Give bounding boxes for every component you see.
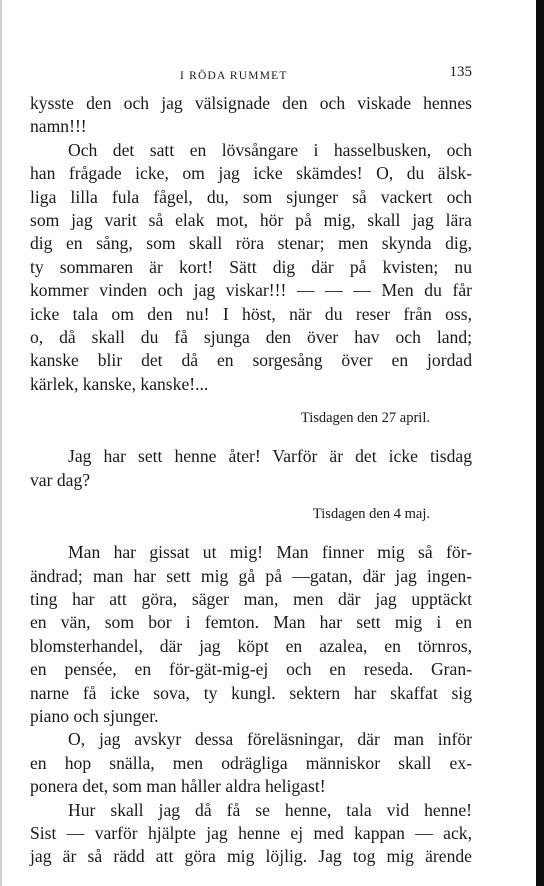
text-line: piano och sjunger. xyxy=(30,705,159,726)
text-line: ändrad; man har sett mig gå på —gatan, där jag ingen- xyxy=(30,565,472,586)
text-line: jag är så rädd att göra mig löjlig. Jag tog mig ärende xyxy=(30,846,472,867)
text-line: Hur skall jag då få se henne, tala vid henne! xyxy=(68,799,472,820)
page-header xyxy=(30,62,472,92)
text-line: en vän, som bor i femton. Man har sett mig i en xyxy=(30,612,472,633)
text-line: ting har att göra, säger man, men där jag upptäckt xyxy=(30,588,472,609)
text-line: o, då skall du få sjunga den över hav och land; xyxy=(30,327,472,348)
text-line: liga lilla fula fågel, du, som sjunger så vackert och xyxy=(30,186,472,207)
paragraph-5 xyxy=(30,728,472,798)
running-head: I RÖDA RUMMET xyxy=(180,70,288,82)
dateline-4-maj: Tisdagen den 4 maj. xyxy=(312,506,430,523)
page-left-edge xyxy=(0,0,2,886)
text-line: Sist — varför hjälpte jag henne ej med kappan — ack, xyxy=(30,822,472,843)
text-line: var dag? xyxy=(30,469,91,490)
text-line: icke tala om den nu! I höst, när du reser från oss, xyxy=(30,303,472,324)
text-line: dig en sång, som skall röra stenar; men skynda dig, xyxy=(30,233,472,254)
text-line: namn!!! xyxy=(30,116,87,137)
text-line: O, jag avskyr dessa föreläsningar, där man inför xyxy=(68,729,472,750)
text-line: Och det satt en lövsångare i hasselbusken, och xyxy=(68,139,472,160)
text-line: som jag varit så elak mot, hör på mig, skall jag lära xyxy=(30,210,472,231)
paragraph-1 xyxy=(30,92,472,139)
text-line: en hop snälla, men odrägliga människor skall ex- xyxy=(30,752,472,773)
text-line: ty sommaren är kort! Sätt dig där på kvisten; nu xyxy=(30,256,472,277)
paragraph-2 xyxy=(30,139,472,396)
text-line: en pensée, en för-gät-mig-ej och en reseda. Gran- xyxy=(30,659,472,680)
page-right-edge xyxy=(536,0,544,886)
text-line: kanske blir det då en sorgesång över en jordad xyxy=(30,350,472,371)
paragraph-6 xyxy=(30,799,472,869)
book-page xyxy=(30,62,472,869)
text-line: han frågade icke, om jag icke skämdes! O, du älsk- xyxy=(30,163,472,184)
text-line: kysste den och jag välsignade den och viskade hennes xyxy=(30,93,472,113)
text-line: blomsterhandel, där jag köpt en azalea, en törnros, xyxy=(30,635,472,656)
text-line: kärlek, kanske, kanske!... xyxy=(30,373,209,394)
dateline-27-april: Tisdagen den 27 april. xyxy=(300,410,430,427)
page-number: 135 xyxy=(449,64,472,80)
text-line: Jag har sett henne åter! Varför är det icke tisdag xyxy=(68,446,472,467)
paragraph-3 xyxy=(30,445,472,492)
text-line: Man har gissat ut mig! Man finner mig så för- xyxy=(68,542,472,563)
text-line: ponera det, som man håller aldra heligast! xyxy=(30,776,326,797)
text-line: narne få icke sova, ty kungl. sektern har skaffat sig xyxy=(30,682,472,703)
paragraph-4 xyxy=(30,541,472,728)
text-line: kommer vinden och jag viskar!!! — — — Men du får xyxy=(30,280,472,301)
